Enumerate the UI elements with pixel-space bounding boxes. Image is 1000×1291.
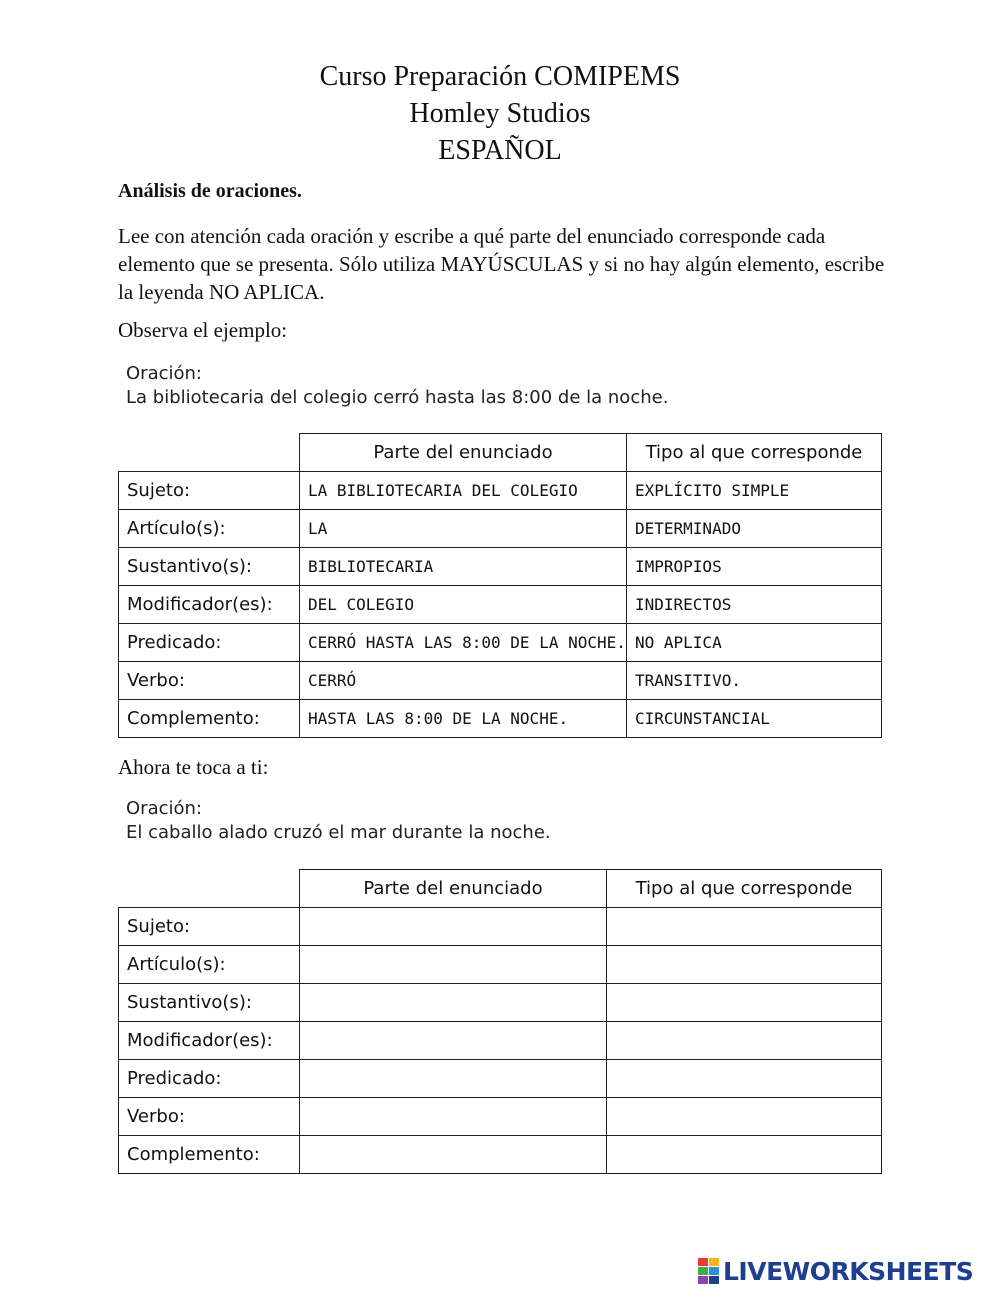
table-row: [119, 586, 882, 624]
table-row: [119, 700, 882, 738]
example-sentence: La bibliotecaria del colegio cerró hasta las 8:00 de la noche.: [126, 387, 669, 408]
table-row: [119, 946, 882, 984]
try-label: Ahora te toca a ti:: [118, 755, 269, 779]
example-table: [118, 433, 882, 738]
row-label: Artículo(s):: [119, 946, 300, 984]
example-table-corner: [119, 434, 300, 472]
row-label: Artículo(s):: [119, 510, 300, 548]
type-answer: IMPROPIOS: [627, 548, 882, 586]
studio-name: Homley Studios: [409, 98, 591, 129]
logo-block: [698, 1258, 708, 1266]
part-answer-field[interactable]: [300, 984, 607, 1022]
part-answer-field[interactable]: [300, 1136, 607, 1174]
part-answer-field[interactable]: [300, 1060, 607, 1098]
table-row: [119, 472, 882, 510]
type-answer-field[interactable]: [607, 1022, 882, 1060]
example-col-type-header: Tipo al que corresponde: [627, 434, 882, 472]
row-label: Complemento:: [119, 700, 300, 738]
liveworksheets-mark-icon: [698, 1258, 719, 1284]
practice-col-type-header: Tipo al que corresponde: [607, 870, 882, 908]
table-row: [119, 908, 882, 946]
part-answer: HASTA LAS 8:00 DE LA NOCHE.: [300, 700, 627, 738]
logo-block: [698, 1267, 708, 1275]
part-answer: CERRÓ HASTA LAS 8:00 DE LA NOCHE.: [300, 624, 627, 662]
row-label: Modificador(es):: [119, 586, 300, 624]
type-answer-field[interactable]: [607, 1098, 882, 1136]
type-answer: INDIRECTOS: [627, 586, 882, 624]
type-answer-field[interactable]: [607, 946, 882, 984]
row-label: Predicado:: [119, 624, 300, 662]
logo-block: [709, 1276, 719, 1284]
practice-sentence: El caballo alado cruzó el mar durante la noche.: [126, 822, 551, 843]
type-answer-field[interactable]: [607, 1060, 882, 1098]
liveworksheets-wordmark: LIVEWORKSHEETS: [723, 1256, 974, 1286]
table-row: [119, 662, 882, 700]
part-answer-field[interactable]: [300, 908, 607, 946]
part-answer: DEL COLEGIO: [300, 586, 627, 624]
table-row: [119, 1022, 882, 1060]
course-title: Curso Preparación COMIPEMS: [319, 61, 681, 92]
example-table-header-row: [119, 434, 882, 472]
table-row: [119, 1098, 882, 1136]
type-answer-field[interactable]: [607, 908, 882, 946]
practice-table: [118, 869, 882, 1174]
table-row: [119, 984, 882, 1022]
part-answer-field[interactable]: [300, 1022, 607, 1060]
row-label: Sujeto:: [119, 472, 300, 510]
row-label: Verbo:: [119, 662, 300, 700]
row-label: Sustantivo(s):: [119, 548, 300, 586]
type-answer: NO APLICA: [627, 624, 882, 662]
part-answer: LA: [300, 510, 627, 548]
type-answer: TRANSITIVO.: [627, 662, 882, 700]
table-row: [119, 624, 882, 662]
type-answer-field[interactable]: [607, 1136, 882, 1174]
row-label: Sujeto:: [119, 908, 300, 946]
row-label: Sustantivo(s):: [119, 984, 300, 1022]
practice-table-corner: [119, 870, 300, 908]
type-answer: DETERMINADO: [627, 510, 882, 548]
row-label: Predicado:: [119, 1060, 300, 1098]
document-header: [0, 58, 1000, 169]
logo-block: [709, 1267, 719, 1275]
table-row: [119, 1060, 882, 1098]
observe-label: Observa el ejemplo:: [118, 318, 288, 342]
practice-table-header-row: [119, 870, 882, 908]
example-col-part-header: Parte del enunciado: [300, 434, 627, 472]
example-sentence-block: [126, 362, 668, 410]
table-row: [119, 510, 882, 548]
instructions-paragraph: Lee con atención cada oración y escribe a qué parte del enunciado corresponde cada elemento que se presenta. Sólo utiliza MAYÚSCULAS y si no hay algún elemento, escribe la leyenda NO APLICA.: [118, 224, 885, 304]
type-answer-field[interactable]: [607, 984, 882, 1022]
practice-col-part-header: Parte del enunciado: [300, 870, 607, 908]
type-answer: EXPLÍCITO SIMPLE: [627, 472, 882, 510]
part-answer: LA BIBLIOTECARIA DEL COLEGIO: [300, 472, 627, 510]
example-sentence-label: Oración:: [126, 363, 202, 384]
part-answer: BIBLIOTECARIA: [300, 548, 627, 586]
liveworksheets-logo[interactable]: [698, 1256, 973, 1286]
part-answer: CERRÓ: [300, 662, 627, 700]
table-row: [119, 548, 882, 586]
type-answer: CIRCUNSTANCIAL: [627, 700, 882, 738]
subject-title: ESPAÑOL: [438, 135, 562, 166]
row-label: Modificador(es):: [119, 1022, 300, 1060]
row-label: Complemento:: [119, 1136, 300, 1174]
part-answer-field[interactable]: [300, 946, 607, 984]
logo-block: [698, 1276, 708, 1284]
table-row: [119, 1136, 882, 1174]
row-label: Verbo:: [119, 1098, 300, 1136]
practice-sentence-block: [126, 797, 551, 845]
practice-sentence-label: Oración:: [126, 798, 202, 819]
part-answer-field[interactable]: [300, 1098, 607, 1136]
section-title: Análisis de oraciones.: [118, 180, 302, 202]
logo-block: [709, 1258, 719, 1266]
